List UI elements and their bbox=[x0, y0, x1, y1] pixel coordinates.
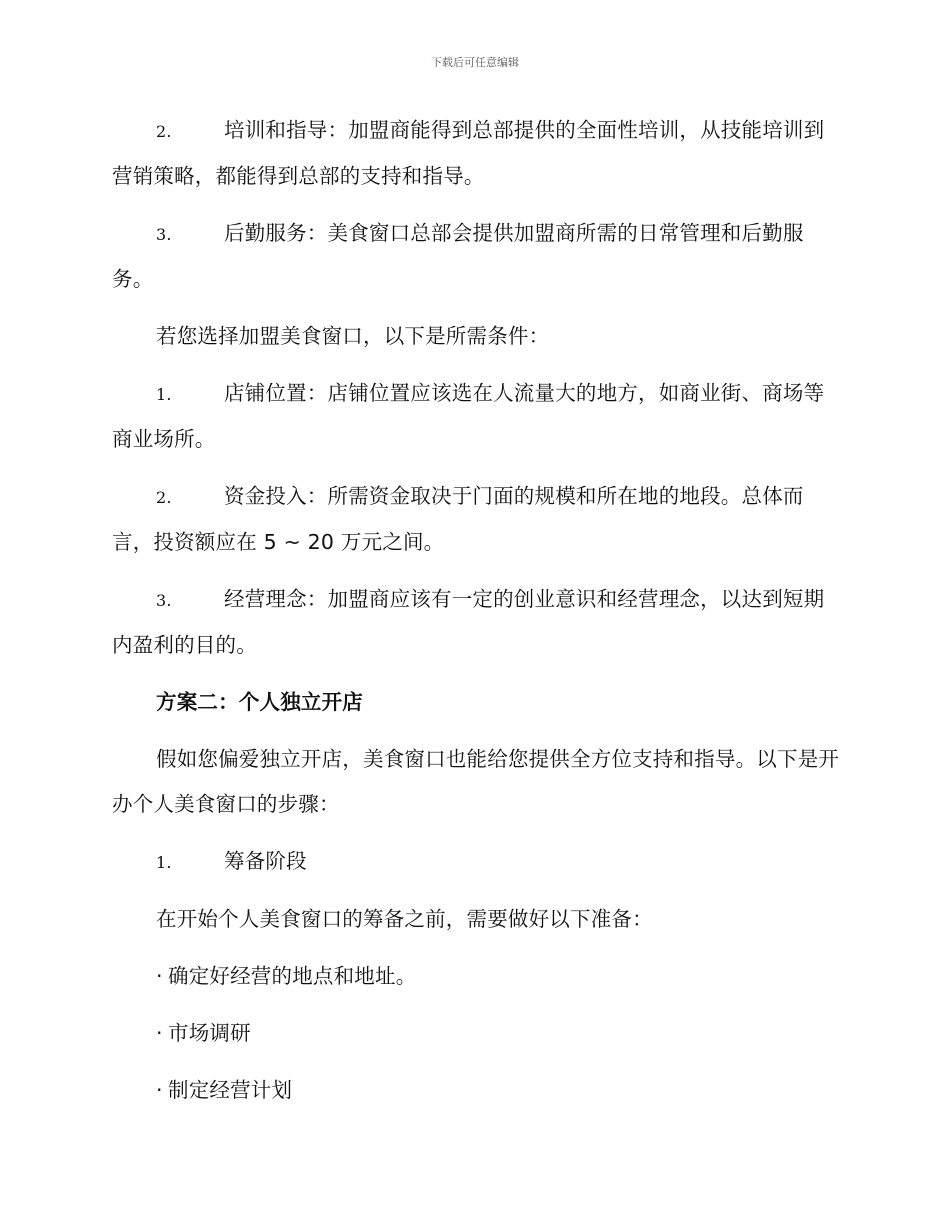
list-item-text: 培训和指导：加盟商能得到总部提供的全面性培训，从技能培训到营销策略，都能得到总部的支持和指导。 bbox=[112, 118, 825, 188]
list-number: 2. bbox=[156, 122, 172, 141]
list-item-text: 店铺位置：店铺位置应该选在人流量大的地方，如商业街、商场等商业场所。 bbox=[112, 381, 825, 451]
list-number: 1. bbox=[156, 385, 172, 404]
bullet-text: 确定好经营的地点和地址。 bbox=[168, 964, 417, 988]
list-item-text: 资金投入：所需资金取决于门面的规模和所在地的地段。总体而言，投资额应在 5 ~ 20 万元之间。 bbox=[112, 484, 804, 554]
list-item-training bbox=[112, 108, 842, 199]
bullet-text: 制定经营计划 bbox=[168, 1078, 293, 1102]
list-item-text: 筹备阶段 bbox=[224, 849, 307, 873]
list-number: 1. bbox=[156, 853, 172, 872]
page-header: 下载后可任意编辑 bbox=[431, 56, 519, 69]
list-item-text: 经营理念：加盟商应该有一定的创业意识和经营理念，以达到短期内盈利的目的。 bbox=[112, 587, 825, 657]
list-item-text: 后勤服务：美食窗口总部会提供加盟商所需的日常管理和后勤服务。 bbox=[112, 221, 804, 291]
bullet-icon: · bbox=[156, 1078, 163, 1102]
bullet-icon: · bbox=[156, 1021, 163, 1045]
list-item-funding bbox=[112, 474, 842, 565]
list-item-preparation bbox=[112, 839, 842, 885]
list-item-logistics bbox=[112, 211, 842, 302]
bullet-item-plan bbox=[112, 1068, 842, 1113]
document-body bbox=[112, 108, 842, 1125]
list-number: 3. bbox=[156, 591, 172, 610]
bullet-icon: · bbox=[156, 964, 163, 988]
paragraph-independent-intro: 假如您偏爱独立开店，美食窗口也能给您提供全方位支持和指导。以下是开办个人美食窗口的步骤： bbox=[112, 747, 840, 816]
list-number: 2. bbox=[156, 488, 172, 507]
bullet-item-research bbox=[112, 1011, 842, 1056]
list-item-philosophy bbox=[112, 577, 842, 668]
bullet-item-location bbox=[112, 954, 842, 999]
list-number: 3. bbox=[156, 225, 172, 244]
paragraph-conditions-intro: 若您选择加盟美食窗口，以下是所需条件： bbox=[156, 324, 550, 348]
list-item-location bbox=[112, 371, 842, 462]
section-heading-plan-two: 方案二：个人独立开店 bbox=[156, 690, 363, 714]
paragraph-preparation-intro: 在开始个人美食窗口的筹备之前，需要做好以下准备： bbox=[156, 907, 653, 931]
bullet-text: 市场调研 bbox=[168, 1021, 251, 1045]
